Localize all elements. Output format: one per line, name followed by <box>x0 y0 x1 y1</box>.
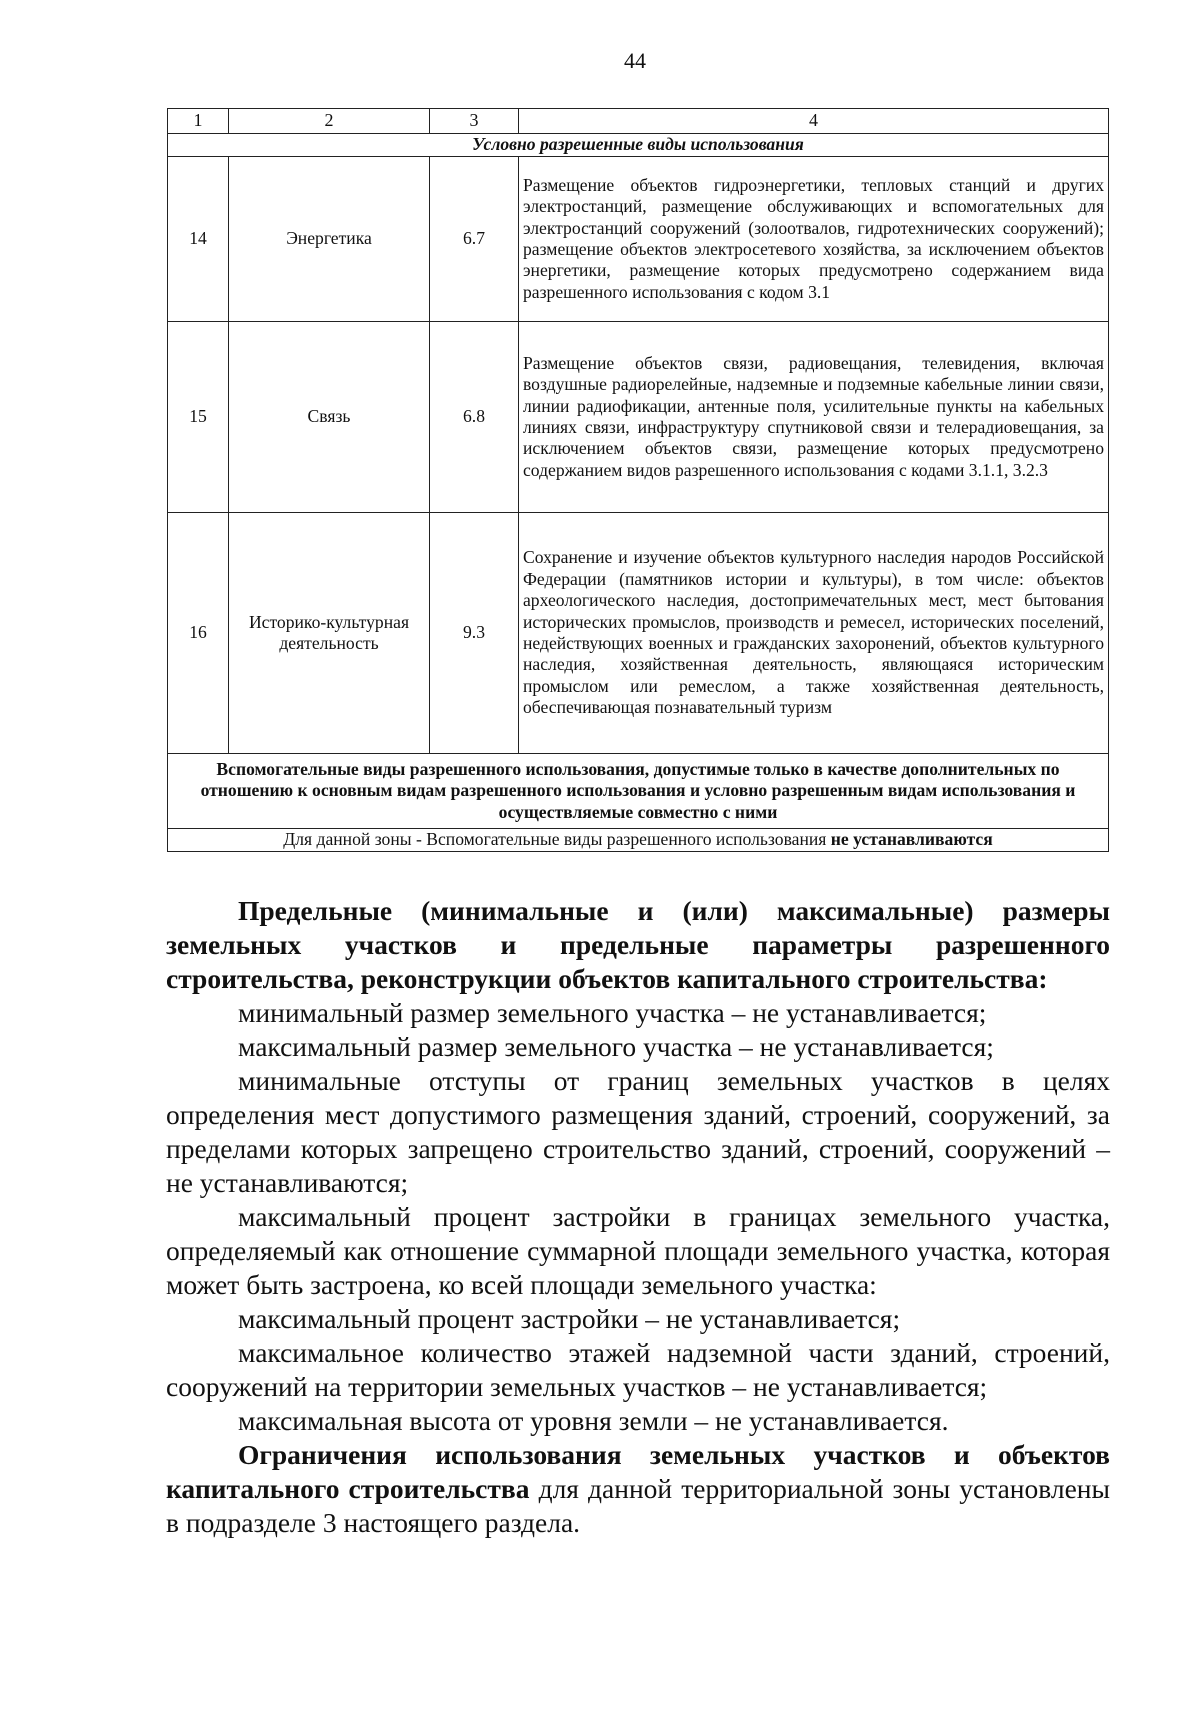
regulations-text <box>166 894 1110 1540</box>
use-code: 9.3 <box>430 513 519 754</box>
section-conditional-row <box>168 134 1109 157</box>
restrictions-paragraph <box>166 1438 1110 1540</box>
row-number: 15 <box>168 322 229 513</box>
parameter-item: максимальный процент застройки в границах земельного участка, определяемый как отношение суммарной площади земельного участка, которая может быть застроена, ко всей площади земельного участка: <box>166 1201 1110 1300</box>
use-name: Связь <box>229 322 430 513</box>
col-header-2: 2 <box>229 109 430 134</box>
parameter-item: максимальный процент застройки – не устанавливается; <box>238 1303 901 1334</box>
use-description: Сохранение и изучение объектов культурного наследия народов Российской Федерации (памятников истории и культуры), в том числе: объектов археологического наследия, достопримечательных мест, мест бытования исторических промыслов, производств и ремесел, исторических поселений, недействующих военных и гражданских захоронений, объектов культурного наследия, хозяйственная деятельность, являющаяся историческим промыслом или ремеслом, а также хозяйственная деятельность, обеспечивающая познавательный туризм <box>519 513 1109 754</box>
table-row <box>168 157 1109 322</box>
parameter-item: максимальное количество этажей надземной части зданий, строений, сооружений на территории земельных участков – не устанавливается; <box>166 1337 1110 1402</box>
page-number: 44 <box>624 48 646 73</box>
col-header-3: 3 <box>430 109 519 134</box>
table-row <box>168 513 1109 754</box>
parameters-heading: Предельные (минимальные и (или) максимальные) размеры земельных участков и предельные параметры разрешенного строительства, реконструкции объектов капитального строительства: <box>166 895 1110 994</box>
land-use-table <box>167 108 1109 852</box>
auxiliary-note-row <box>168 829 1109 852</box>
section-auxiliary-row <box>168 754 1109 829</box>
use-name: Историко-культурная деятельность <box>229 513 430 754</box>
auxiliary-note-text: Для данной зоны - Вспомогательные виды разрешенного использования <box>283 829 831 850</box>
row-number: 14 <box>168 157 229 322</box>
section-auxiliary-title: Вспомогательные виды разрешенного использования, допустимые только в качестве дополнительных по отношению к основным видам разрешенного использования и условно разрешенным видам использования и осуществляемые совместно с ними <box>168 754 1109 829</box>
table-header-row <box>168 109 1109 134</box>
use-description: Размещение объектов гидроэнергетики, тепловых станций и других электростанций, размещение обслуживающих и вспомогательных для электростанций сооружений (золоотвалов, гидротехнических сооружений); размещение объектов электросетевого хозяйства, за исключением объектов энергетики, размещение которых предусмотрено содержанием вида разрешенного использования с кодом 3.1 <box>519 157 1109 322</box>
auxiliary-note-emphasis: не устанавливаются <box>830 829 993 850</box>
row-number: 16 <box>168 513 229 754</box>
parameter-item: минимальный размер земельного участка – не устанавливается; <box>238 997 987 1028</box>
use-description: Размещение объектов связи, радиовещания, телевидения, включая воздушные радиорелейные, надземные и подземные кабельные линии связи, линии радиофикации, антенные поля, усилительные пункты на кабельных линиях связи, инфраструктуру спутниковой связи и телерадиовещания, за исключением объектов связи, размещение которых предусмотрено содержанием видов разрешенного использования с кодами 3.1.1, 3.2.3 <box>519 322 1109 513</box>
parameter-item: максимальный размер земельного участка – не устанавливается; <box>238 1031 994 1062</box>
table-row <box>168 322 1109 513</box>
use-code: 6.8 <box>430 322 519 513</box>
col-header-4: 4 <box>519 109 1109 134</box>
parameter-item: максимальная высота от уровня земли – не устанавливается. <box>238 1405 949 1436</box>
auxiliary-note <box>168 829 1109 852</box>
parameter-item: минимальные отступы от границ земельных участков в целях определения мест допустимого размещения зданий, строений, сооружений, за пределами которых запрещено строительство зданий, строений, сооружений – не устанавливаются; <box>166 1065 1110 1198</box>
restrictions-bold: Ограничения использования земельных участков и объектов капитального строительства <box>166 1439 1110 1504</box>
restrictions-rest: для данной территориальной зоны установлены в подразделе 3 настоящего раздела. <box>166 1473 1110 1538</box>
use-name: Энергетика <box>229 157 430 322</box>
col-header-1: 1 <box>168 109 229 134</box>
use-code: 6.7 <box>430 157 519 322</box>
section-conditional-title: Условно разрешенные виды использования <box>168 134 1109 157</box>
